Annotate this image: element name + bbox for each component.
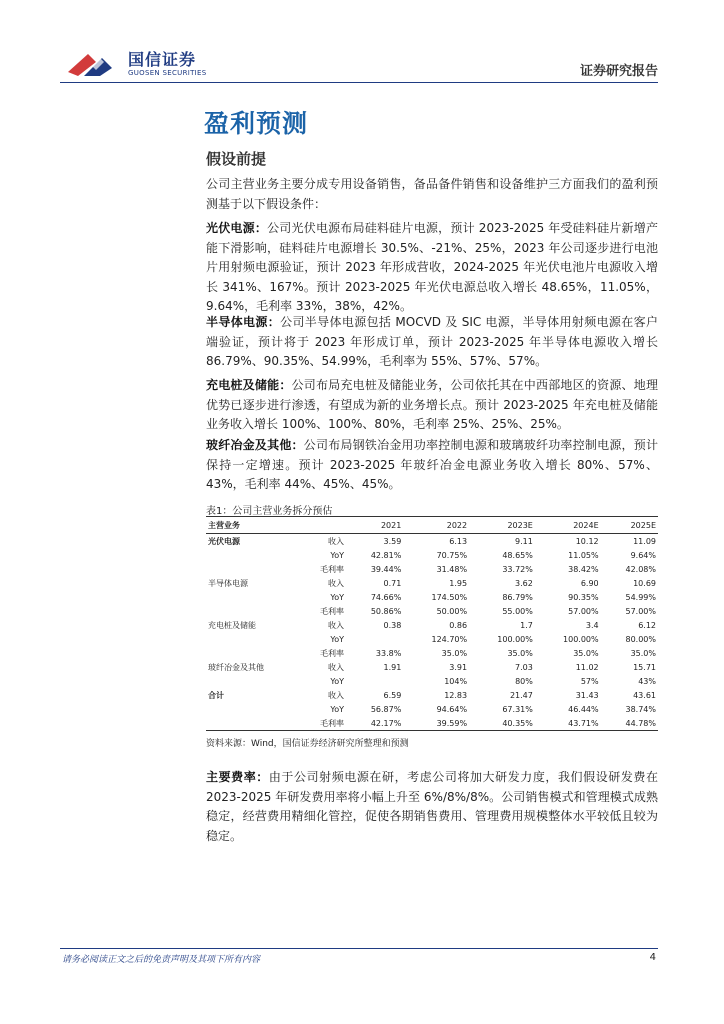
logo-en-text: GUOSEN SECURITIES	[128, 68, 207, 77]
table-cell: 80%	[515, 676, 533, 686]
table-cell: 74.66%	[370, 592, 402, 602]
intro-paragraph: 公司主营业务主要分成专用设备销售，备品备件销售和设备维护三方面我们的盈利预测基于以下假设条件：	[206, 177, 658, 211]
glass-paragraph	[206, 436, 658, 495]
table-row	[206, 534, 658, 549]
row-segment: 充电桩及储能	[208, 620, 256, 630]
table-row	[206, 688, 658, 702]
table-row	[206, 632, 658, 646]
table-cell: 35.0%	[573, 648, 599, 658]
table-row	[206, 618, 658, 632]
table-row	[206, 674, 658, 688]
row-segment	[206, 716, 302, 731]
charge-paragraph	[206, 376, 658, 435]
row-segment	[206, 632, 302, 646]
table-header-row	[206, 517, 658, 534]
expense-lead: 主要费率：	[206, 770, 269, 784]
table-cell: 94.64%	[436, 704, 468, 714]
table-cell: 31.48%	[436, 564, 468, 574]
footer-divider	[60, 948, 658, 949]
charge-body: 公司布局充电桩及储能业务，公司依托其在中西部地区的资源、地理优势已逐步进行渗透，有望成为新的业务增长点。预计 2023-2025 年充电桩及储能业务收入增长 100%、100%、80%，毛利率 25%、25%、25%。	[206, 378, 658, 431]
row-metric: 毛利率	[320, 648, 344, 658]
table-cell: 48.65%	[502, 550, 533, 560]
page-number: 4	[649, 952, 656, 963]
table-cell: 42.08%	[625, 564, 656, 574]
table-cell: 1.95	[449, 578, 468, 588]
table-cell: 43.71%	[568, 718, 599, 728]
pv-lead: 光伏电源：	[206, 221, 268, 235]
page-header	[60, 50, 658, 90]
table-cell: 11.09	[633, 536, 656, 546]
table-cell: 35.0%	[630, 648, 656, 658]
logo-cn-text: 国信证券	[128, 49, 197, 69]
table-cell: 1.91	[383, 662, 402, 672]
table-cell: 44.78%	[625, 718, 656, 728]
table-cell: 11.05%	[568, 550, 599, 560]
header-year: 2022	[446, 520, 468, 530]
row-segment	[206, 646, 302, 660]
report-type-label: 证券研究报告	[579, 64, 658, 79]
table-cell: 33.8%	[375, 648, 402, 658]
table-cell: 3.91	[449, 662, 468, 672]
table-cell: 56.87%	[370, 704, 402, 714]
section-title: 盈利预测	[204, 109, 309, 138]
table-cell: 40.35%	[502, 718, 533, 728]
expense-body: 由于公司射频电源在研，考虑公司将加大研发力度，我们假设研发费在 2023-2025 年研发费用率将小幅上升至 6%/8%/8%。公司销售模式和管理模式成熟稳定，经营费用精细化管控，促使各期销售费用、管理费用规模整体水平较低且较为稳定。	[206, 770, 658, 843]
table-source-note: 资料来源：Wind，国信证券经济研究所整理和预测	[206, 739, 409, 749]
row-segment	[206, 548, 302, 562]
table-cell: 9.64%	[630, 550, 656, 560]
row-segment: 半导体电源	[208, 578, 248, 588]
table-cell: 100.00%	[563, 634, 599, 644]
table-cell: 10.69	[633, 578, 656, 588]
row-metric: 毛利率	[320, 606, 344, 616]
company-logo	[66, 50, 207, 78]
table-cell: 67.31%	[502, 704, 533, 714]
table-cell: 0.86	[449, 620, 468, 630]
table-cell: 3.62	[515, 578, 533, 588]
table-cell: 90.35%	[568, 592, 599, 602]
pv-body: 公司光伏电源布局硅料硅片电源，预计 2023-2025 年受硅料硅片新增产能下滑影响，硅料硅片电源增长 30.5%、-21%、25%，2023 年公司逐步进行电池片用射频电源验证，预计 2023 年形成营收，2024-2025 年光伏电池片电源收入增长 341%、167%。预计 2023-2025 年光伏电源总收入增长 48.65%，11.05%，9.64%，毛利率 33%，38%，42%。	[206, 221, 658, 313]
table-cell: 6.13	[449, 536, 468, 546]
row-metric: YoY	[330, 704, 344, 714]
row-segment: 合计	[208, 690, 224, 700]
expense-paragraph	[206, 768, 658, 846]
table-cell: 10.12	[575, 536, 599, 546]
table-cell: 54.99%	[625, 592, 656, 602]
charge-lead: 充电桩及储能：	[206, 378, 292, 392]
table-cell: 31.43	[575, 690, 599, 700]
semi-lead: 半导体电源：	[206, 315, 281, 329]
row-metric: 收入	[328, 662, 344, 672]
row-segment	[206, 674, 302, 688]
table-cell: 174.50%	[431, 592, 468, 602]
table-cell: 6.59	[383, 690, 402, 700]
table-cell: 57.00%	[568, 606, 599, 616]
table-caption: 表1：公司主营业务拆分预估	[206, 506, 333, 517]
table-cell: 15.71	[633, 662, 656, 672]
row-metric: YoY	[330, 592, 344, 602]
footer-disclaimer: 请务必阅读正文之后的免责声明及其项下所有内容	[62, 955, 261, 965]
row-metric: 收入	[328, 620, 344, 630]
header-year: 2021	[380, 520, 402, 530]
table-cell: 21.47	[509, 690, 533, 700]
semi-body: 公司半导体电源包括 MOCVD 及 SIC 电源，半导体用射频电源在客户端验证，预计将于 2023 年形成订单，预计 2023-2025 年半导体电源收入增长 86.79%、90.35%、54.99%，毛利率为 55%、57%、57%。	[206, 315, 658, 368]
table-cell: 0.38	[383, 620, 402, 630]
guosen-logo-icon	[66, 50, 122, 78]
row-segment	[206, 562, 302, 576]
table-cell: 70.75%	[436, 550, 468, 560]
table-cell: 11.02	[575, 662, 599, 672]
table-cell: 3.59	[383, 536, 402, 546]
row-segment	[206, 604, 302, 618]
table-cell: 100.00%	[497, 634, 533, 644]
table-row	[206, 604, 658, 618]
header-metric	[302, 517, 346, 534]
table-cell: 9.11	[515, 536, 533, 546]
row-metric: 毛利率	[320, 564, 344, 574]
semi-paragraph	[206, 313, 658, 372]
table-cell: 43%	[638, 676, 656, 686]
table-cell: 104%	[444, 676, 468, 686]
table-cell: 3.4	[585, 620, 599, 630]
table-row	[206, 562, 658, 576]
row-metric: YoY	[330, 550, 344, 560]
glass-lead: 玻纤冶金及其他：	[206, 438, 304, 452]
table-cell: 86.79%	[502, 592, 533, 602]
table-cell: 12.83	[444, 690, 468, 700]
table-cell: 55.00%	[502, 606, 533, 616]
table-cell: 50.86%	[370, 606, 402, 616]
header-year: 2024E	[573, 520, 599, 530]
table-cell: 124.70%	[431, 634, 468, 644]
row-metric: 收入	[328, 690, 344, 700]
table-row	[206, 660, 658, 674]
sub-title: 假设前提	[206, 150, 267, 168]
table-cell: 0.71	[383, 578, 402, 588]
table-cell: 6.90	[580, 578, 599, 588]
pv-paragraph	[206, 219, 658, 317]
glass-body: 公司布局钢铁冶金用功率控制电源和玻璃玻纤功率控制电源，预计保持一定增速。预计 2023-2025 年玻纤冶金电源业务收入增长 80%、57%、43%，毛利率 44%、45%、45%。	[206, 438, 658, 491]
row-segment: 光伏电源	[208, 536, 240, 546]
table-cell: 39.44%	[370, 564, 402, 574]
table-row	[206, 548, 658, 562]
table-cell: 43.61	[633, 690, 656, 700]
header-year: 2023E	[507, 520, 533, 530]
table-cell: 42.17%	[370, 718, 402, 728]
table-cell	[346, 632, 403, 646]
table-cell: 38.74%	[625, 704, 656, 714]
row-metric: YoY	[330, 634, 344, 644]
row-segment	[206, 590, 302, 604]
table-cell: 35.0%	[441, 648, 468, 658]
row-segment	[206, 702, 302, 716]
row-metric: 收入	[328, 536, 344, 546]
business-breakdown-table	[206, 516, 658, 731]
table-cell: 33.72%	[502, 564, 533, 574]
table-cell: 57%	[580, 676, 599, 686]
header-seg: 主营业务	[208, 520, 240, 530]
row-segment: 玻纤冶金及其他	[208, 662, 264, 672]
table-row	[206, 646, 658, 660]
table-cell: 38.42%	[568, 564, 599, 574]
row-metric: 毛利率	[320, 718, 344, 728]
table-cell	[346, 674, 403, 688]
table-cell: 57.00%	[625, 606, 656, 616]
row-metric: YoY	[330, 676, 344, 686]
row-metric: 收入	[328, 578, 344, 588]
header-year: 2025E	[630, 520, 656, 530]
table-cell: 7.03	[515, 662, 533, 672]
table-cell: 80.00%	[625, 634, 656, 644]
table-cell: 35.0%	[507, 648, 533, 658]
table-cell: 6.12	[638, 620, 656, 630]
table-row	[206, 590, 658, 604]
table-cell: 1.7	[520, 620, 533, 630]
table-cell: 39.59%	[436, 718, 468, 728]
table-row	[206, 702, 658, 716]
table-cell: 42.81%	[370, 550, 402, 560]
table-cell: 46.44%	[568, 704, 599, 714]
table-row	[206, 576, 658, 590]
table-cell: 50.00%	[436, 606, 468, 616]
header-divider	[60, 82, 658, 83]
table-row	[206, 716, 658, 731]
